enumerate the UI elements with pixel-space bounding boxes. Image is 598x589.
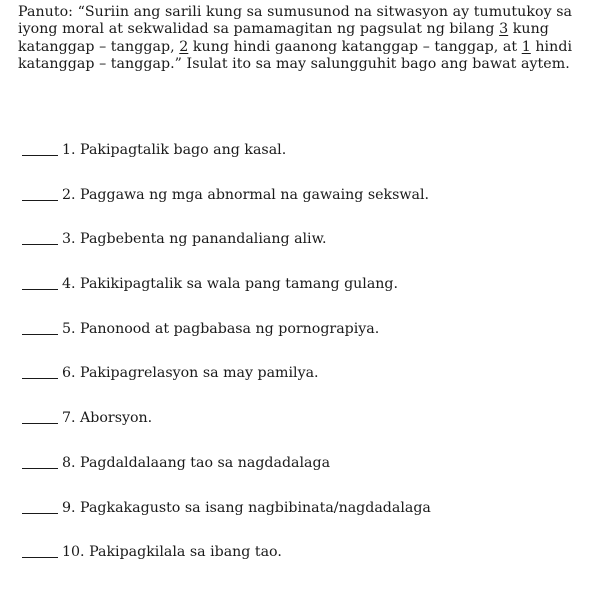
answer-blank[interactable] bbox=[22, 365, 58, 379]
list-item bbox=[22, 231, 582, 276]
rating-label-1: hindi katanggap – tanggap.” Isulat ito sa may salungguhit bago ang bawat aytem. bbox=[18, 38, 573, 72]
answer-blank[interactable] bbox=[22, 276, 58, 290]
list-item bbox=[22, 142, 582, 187]
answer-blank[interactable] bbox=[22, 410, 58, 424]
list-item bbox=[22, 321, 582, 366]
answer-blank[interactable] bbox=[22, 321, 58, 335]
answer-blank[interactable] bbox=[22, 500, 58, 514]
item-list bbox=[22, 142, 582, 589]
item-text: 8. Pagdaldalaang tao sa nagdadalaga bbox=[62, 454, 331, 471]
item-text: 5. Panonood at pagbabasa ng pornograpiya. bbox=[62, 320, 380, 337]
list-item bbox=[22, 187, 582, 232]
item-text: 9. Pagkakagusto sa isang nagbibinata/nagdadalaga bbox=[62, 499, 431, 516]
list-item bbox=[22, 544, 582, 589]
item-text: 4. Pakikipagtalik sa wala pang tamang gulang. bbox=[62, 276, 399, 293]
item-text: 1. Pakipagtalik bago ang kasal. bbox=[62, 142, 287, 158]
item-text: 3. Pagbebenta ng panandaliang aliw. bbox=[62, 231, 327, 248]
rating-label-3: kung katanggap – tanggap, bbox=[18, 21, 549, 55]
answer-blank[interactable] bbox=[22, 231, 58, 245]
item-text: 7. Aborsyon. bbox=[62, 410, 153, 427]
answer-blank[interactable] bbox=[22, 187, 58, 201]
item-text: 10. Pakipagkilala sa ibang tao. bbox=[62, 544, 282, 561]
rating-number-3: 3 bbox=[499, 21, 509, 38]
instructions-text: Panuto: “Suriin ang sarili kung sa sumusunod na sitwasyon ay tumutukoy sa iyong moral at sekwalidad sa pamamagitan ng pagsulat ng bilang bbox=[18, 4, 573, 38]
rating-label-2: kung hindi gaanong katanggap – tanggap, at bbox=[188, 38, 522, 55]
list-item bbox=[22, 410, 582, 455]
list-item bbox=[22, 276, 582, 321]
rating-number-2: 2 bbox=[179, 38, 189, 55]
answer-blank[interactable] bbox=[22, 455, 58, 469]
instructions-paragraph bbox=[18, 4, 590, 73]
answer-blank[interactable] bbox=[22, 544, 58, 558]
list-item bbox=[22, 500, 582, 545]
list-item bbox=[22, 455, 582, 500]
item-text: 6. Pakipagrelasyon sa may pamilya. bbox=[62, 365, 319, 382]
rating-number-1: 1 bbox=[521, 38, 531, 55]
answer-blank[interactable] bbox=[22, 142, 58, 156]
list-item bbox=[22, 365, 582, 410]
item-text: 2. Paggawa ng mga abnormal na gawaing sekswal. bbox=[62, 186, 430, 203]
